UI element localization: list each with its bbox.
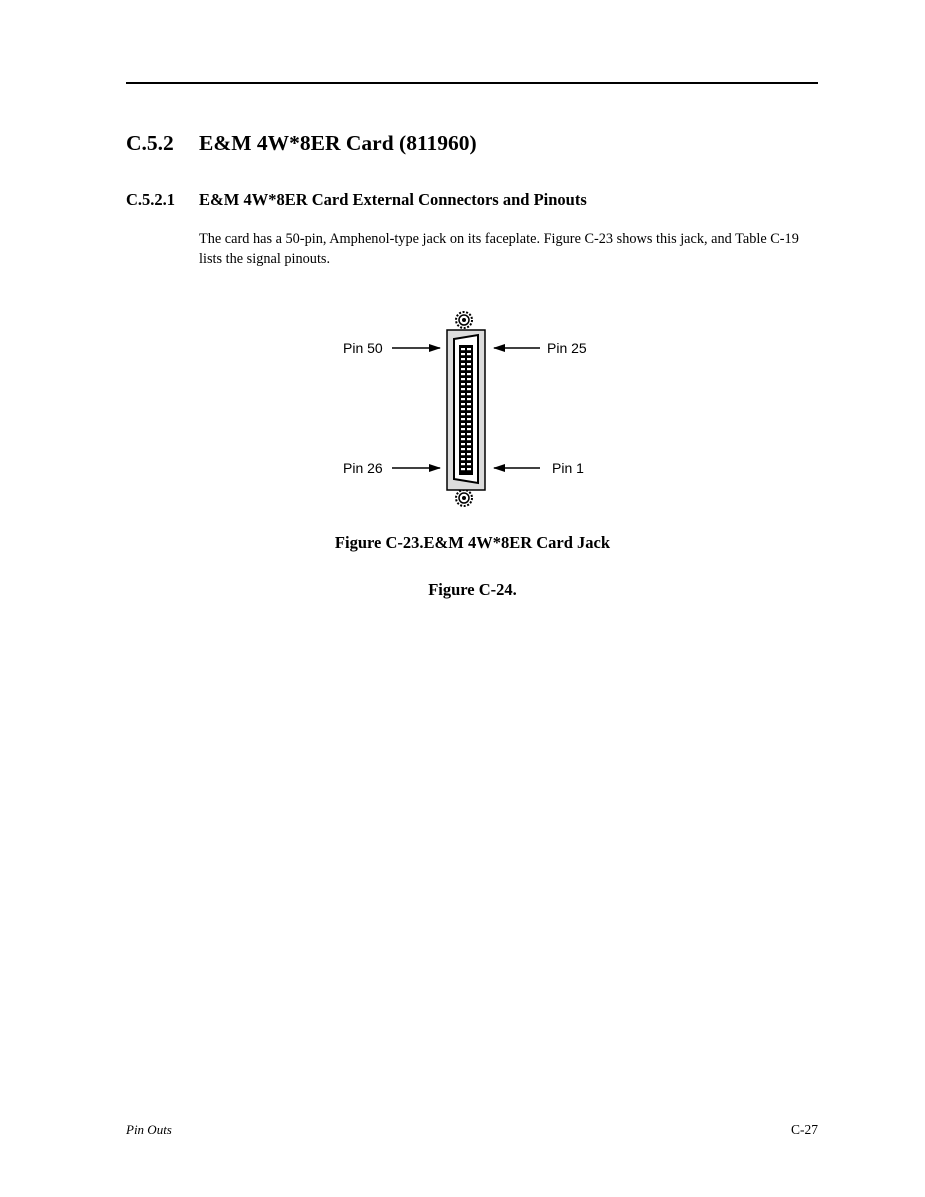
- pin-contact: [461, 353, 465, 355]
- pin-contact: [467, 453, 471, 455]
- section-title: E&M 4W*8ER Card (811960): [199, 131, 477, 155]
- pin-contact: [461, 423, 465, 425]
- pin-contact: [467, 458, 471, 460]
- subsection-heading: [126, 189, 587, 211]
- pin-contact: [467, 363, 471, 365]
- pin-contact: [461, 413, 465, 415]
- bottom-screw-icon: [456, 490, 472, 506]
- pin-contact: [467, 423, 471, 425]
- pin-contact: [461, 408, 465, 410]
- pin-contact: [461, 373, 465, 375]
- body-paragraph: The card has a 50-pin, Amphenol-type jack on its faceplate. Figure C-23 shows this jack, and Table C-19 lists the signal pinouts.: [199, 231, 799, 267]
- pin-contact: [461, 418, 465, 420]
- pin-contact: [467, 378, 471, 380]
- label-pin-1: Pin 1: [552, 460, 584, 476]
- pin-contact: [461, 363, 465, 365]
- pin-contact: [467, 368, 471, 370]
- section-heading: [126, 129, 477, 157]
- pin-contact: [467, 468, 471, 470]
- header-rule: [126, 82, 818, 84]
- pin-contact: [467, 373, 471, 375]
- pin-contact: [461, 368, 465, 370]
- pin-contact: [461, 378, 465, 380]
- pin-contact: [467, 408, 471, 410]
- jack-figure: [330, 305, 610, 510]
- pin-contact: [461, 403, 465, 405]
- pin-contact: [467, 388, 471, 390]
- section-number: C.5.2: [126, 131, 174, 155]
- pin-contact: [467, 398, 471, 400]
- pin-contact: [467, 383, 471, 385]
- pin-contact: [467, 448, 471, 450]
- pin-contact: [461, 443, 465, 445]
- label-pin-26: Pin 26: [343, 460, 383, 476]
- subsection-number: C.5.2.1: [126, 190, 176, 209]
- footer-section-name: Pin Outs: [126, 1122, 172, 1137]
- pin-contact: [461, 463, 465, 465]
- pin-contact: [467, 438, 471, 440]
- pin-contact: [461, 358, 465, 360]
- pin-contact: [467, 358, 471, 360]
- amphenol-jack-icon: [330, 305, 610, 510]
- pin-contact: [467, 463, 471, 465]
- pin-contact: [461, 438, 465, 440]
- label-pin-50: Pin 50: [343, 340, 383, 356]
- pin-contact: [467, 403, 471, 405]
- pin-contact: [467, 428, 471, 430]
- pin-contact: [461, 458, 465, 460]
- pin-contact: [461, 348, 465, 350]
- pin-contact: [461, 383, 465, 385]
- pin-contact: [461, 388, 465, 390]
- pin-contact: [467, 393, 471, 395]
- label-pin-25: Pin 25: [547, 340, 587, 356]
- pin-contact: [461, 448, 465, 450]
- subsection-title: E&M 4W*8ER Card External Connectors and Pinouts: [199, 190, 587, 209]
- pin-contact: [461, 393, 465, 395]
- pin-contact: [467, 418, 471, 420]
- pin-contact: [461, 398, 465, 400]
- pin-contact: [467, 433, 471, 435]
- footer-page-number: C-27: [791, 1122, 818, 1137]
- pin-contact: [461, 433, 465, 435]
- pin-contact: [461, 468, 465, 470]
- pin-contact: [461, 428, 465, 430]
- pin-contact: [467, 353, 471, 355]
- figure-caption-c23: Figure C-23.E&M 4W*8ER Card Jack: [334, 533, 611, 552]
- pin-contact: [461, 453, 465, 455]
- pin-contact: [467, 443, 471, 445]
- figure-caption-c24: Figure C-24.: [428, 580, 517, 599]
- pin-contact: [467, 348, 471, 350]
- top-screw-icon: [456, 312, 472, 328]
- pin-contact: [467, 413, 471, 415]
